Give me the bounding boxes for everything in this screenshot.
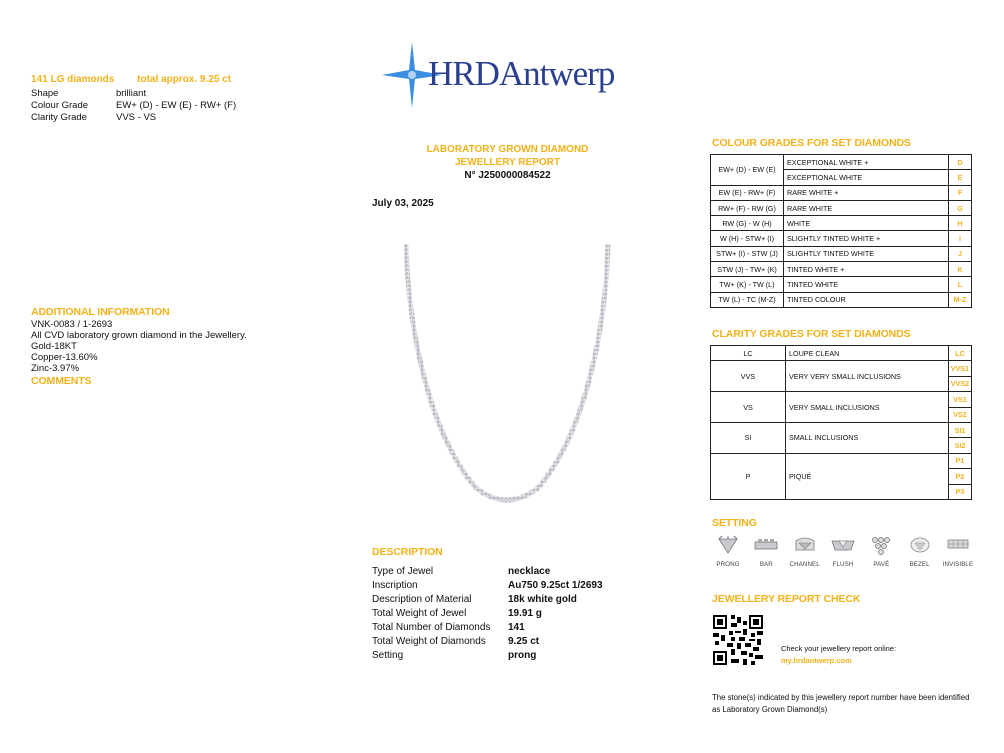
channel-icon bbox=[793, 535, 817, 555]
clarity-name: VERY SMALL INCLUSIONS bbox=[786, 392, 949, 423]
colour-range: EW (E) - RW+ (F) bbox=[711, 185, 784, 200]
desc-row-diamond-weight: Total Weight of Diamonds 9.25 ct bbox=[372, 636, 540, 647]
clarity-abbr: VVS bbox=[711, 361, 786, 392]
colour-range: RW+ (F) - RW (G) bbox=[711, 200, 784, 215]
additional-info-lines: VNK-0083 / 1-2693 All CVD laboratory grown diamond in the Jewellery. Gold-18KT Copper-13.60% Zinc-3.97% bbox=[31, 319, 247, 374]
report-check-title: JEWELLERY REPORT CHECK bbox=[712, 593, 861, 605]
colour-name: SLIGHTLY TINTED WHITE bbox=[784, 246, 949, 261]
bezel-icon bbox=[908, 535, 932, 555]
lab-grown-note: The stone(s) indicated by this jewellery report number have been identified as Laboratory Grown Diamond(s) bbox=[712, 693, 970, 714]
colour-range: TW (L) - TC (M-Z) bbox=[711, 292, 784, 307]
clarity-abbr: SI bbox=[711, 422, 786, 453]
desc-row-type: Type of Jewel necklace bbox=[372, 566, 551, 577]
prong-icon bbox=[716, 535, 740, 555]
clarity-abbr: VS bbox=[711, 392, 786, 423]
colour-name: TINTED WHITE bbox=[784, 277, 949, 292]
colour-name: EXCEPTIONAL WHITE + bbox=[784, 155, 949, 170]
colour-range: W (H) - STW+ (I) bbox=[711, 231, 784, 246]
colour-name: SLIGHTLY TINTED WHITE + bbox=[784, 231, 949, 246]
necklace-image bbox=[396, 240, 618, 510]
clarity-code: VS1 bbox=[949, 392, 972, 407]
colour-code: E bbox=[949, 170, 972, 185]
diamond-count: 141 LG diamonds bbox=[31, 74, 115, 85]
clarity-name: PIQUÉ bbox=[786, 453, 949, 499]
colour-range: STW+ (I) - STW (J) bbox=[711, 246, 784, 261]
colour-grades-table bbox=[710, 154, 972, 308]
comments-title: COMMENTS bbox=[31, 375, 92, 387]
setting-bar: BAR bbox=[750, 535, 782, 568]
colour-code: J bbox=[949, 246, 972, 261]
colour-code: G bbox=[949, 200, 972, 215]
qr-code-icon[interactable] bbox=[713, 615, 763, 665]
clarity-name: SMALL INCLUSIONS bbox=[786, 422, 949, 453]
bar-icon bbox=[754, 535, 778, 555]
pave-icon bbox=[869, 535, 893, 555]
clarity-abbr: LC bbox=[711, 346, 786, 361]
desc-row-weight: Total Weight of Jewel 19.91 g bbox=[372, 608, 542, 619]
colour-name: EXCEPTIONAL WHITE bbox=[784, 170, 949, 185]
setting-prong: PRONG bbox=[712, 535, 744, 568]
clarity-code: LC bbox=[949, 346, 972, 361]
colour-code: H bbox=[949, 216, 972, 231]
colour-code: F bbox=[949, 185, 972, 200]
setting-bezel: BEZEL bbox=[904, 535, 936, 568]
clarity-code: P2 bbox=[949, 469, 972, 484]
setting-invisible: INVISIBLE bbox=[942, 535, 974, 568]
clarity-grades-table bbox=[710, 345, 972, 500]
clarity-code: VS2 bbox=[949, 407, 972, 422]
desc-row-inscription: Inscription Au750 9.25ct 1/2693 bbox=[372, 580, 603, 591]
desc-row-setting: Setting prong bbox=[372, 650, 537, 661]
clarity-name: LOUPE CLEAN bbox=[786, 346, 949, 361]
clarity-code: VVS2 bbox=[949, 376, 972, 391]
colour-grades-title: COLOUR GRADES FOR SET DIAMONDS bbox=[712, 137, 911, 149]
logo-text: HRDAntwerp bbox=[428, 54, 615, 93]
report-check-link[interactable]: my.hrdantwerp.com bbox=[781, 656, 852, 665]
colour-name: WHITE bbox=[784, 216, 949, 231]
clarity-code: SI1 bbox=[949, 422, 972, 437]
report-title: LABORATORY GROWN DIAMOND JEWELLERY REPORT N° J250000084522 bbox=[400, 143, 615, 182]
report-number: N° J250000084522 bbox=[464, 170, 551, 181]
colour-range: EW+ (D) - EW (E) bbox=[711, 155, 784, 186]
flush-icon bbox=[831, 535, 855, 555]
setting-channel: CHANNEL bbox=[789, 535, 821, 568]
colour-range: STW (J) - TW+ (K) bbox=[711, 262, 784, 277]
clarity-name: VERY VERY SMALL INCLUSIONS bbox=[786, 361, 949, 392]
colour-range: RW (G) - W (H) bbox=[711, 216, 784, 231]
colour-code: I bbox=[949, 231, 972, 246]
colour-name: RARE WHITE + bbox=[784, 185, 949, 200]
summary-heading bbox=[31, 74, 251, 85]
desc-row-count: Total Number of Diamonds 141 bbox=[372, 622, 525, 633]
clarity-code: SI2 bbox=[949, 438, 972, 453]
setting-title: SETTING bbox=[712, 517, 757, 529]
colour-range: TW+ (K) - TW (L) bbox=[711, 277, 784, 292]
invisible-icon bbox=[946, 535, 970, 555]
report-date: July 03, 2025 bbox=[372, 198, 434, 209]
colour-code: D bbox=[949, 155, 972, 170]
clarity-code: P1 bbox=[949, 453, 972, 468]
colour-code: K bbox=[949, 262, 972, 277]
colour-code: M-Z bbox=[949, 292, 972, 307]
colour-code: L bbox=[949, 277, 972, 292]
clarity-code: P3 bbox=[949, 484, 972, 499]
total-weight: total approx. 9.25 ct bbox=[137, 74, 232, 85]
description-title: DESCRIPTION bbox=[372, 546, 443, 558]
additional-info-title: ADDITIONAL INFORMATION bbox=[31, 306, 170, 318]
colour-name: TINTED WHITE + bbox=[784, 262, 949, 277]
report-check-text: Check your jewellery report online: my.hrdantwerp.com bbox=[781, 644, 897, 665]
clarity-grades-title: CLARITY GRADES FOR SET DIAMONDS bbox=[712, 328, 911, 340]
hrd-antwerp-logo bbox=[382, 42, 652, 108]
summary-clarity-grade: Clarity Grade VVS - VS bbox=[31, 112, 157, 123]
setting-flush: FLUSH bbox=[827, 535, 859, 568]
colour-name: TINTED COLOUR bbox=[784, 292, 949, 307]
description-list bbox=[372, 565, 603, 663]
clarity-code: VVS1 bbox=[949, 361, 972, 376]
setting-pave: PAVÉ bbox=[865, 535, 897, 568]
setting-types bbox=[712, 535, 974, 568]
desc-row-material: Description of Material 18k white gold bbox=[372, 594, 577, 605]
summary-colour-grade: Colour Grade EW+ (D) - EW (E) - RW+ (F) bbox=[31, 100, 237, 111]
summary-shape: Shape brilliant bbox=[31, 88, 147, 99]
clarity-abbr: P bbox=[711, 453, 786, 499]
colour-name: RARE WHITE bbox=[784, 200, 949, 215]
